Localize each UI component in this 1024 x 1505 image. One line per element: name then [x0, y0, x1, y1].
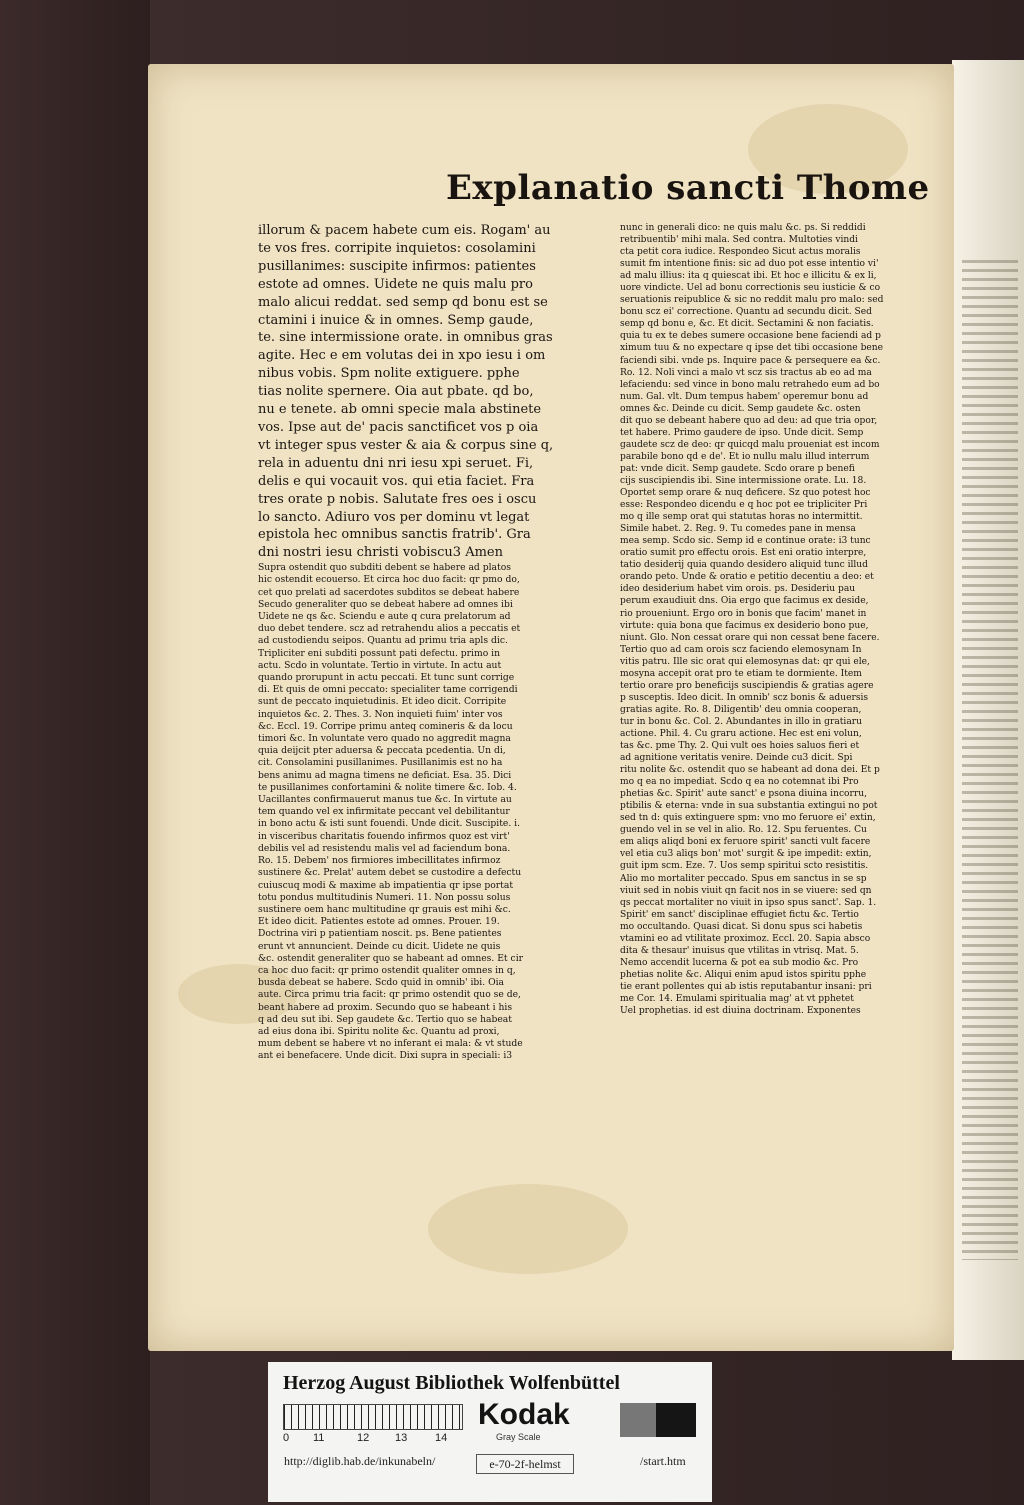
ruler-label: 12	[357, 1432, 370, 1444]
commentary-line: em aliqs aliqd boni ex feruore spirit' sancti vult facere	[620, 837, 871, 848]
commentary-line: vel etia cu3 aliqs bon' mot' surgit & ipe impedit: extin,	[620, 849, 872, 860]
commentary-line: actu. Scdo in voluntate. Tertio in virtute. In actu aut	[258, 659, 502, 671]
commentary-line: di. Et quis de omni peccato: specialiter tame corrigendi	[258, 684, 518, 696]
commentary-line: tertio orare pro beneficijs suscipiendis & gratias agere	[620, 680, 874, 691]
commentary-line: in visceribus charitatis fouendo infirmos quoz est virt'	[258, 830, 510, 842]
commentary-line: hic ostendit ecouerso. Et circa hoc duo facit: qr pmo do,	[258, 574, 520, 586]
commentary-line: &c. ostendit generaliter quo se habeant ad omnes. Et cir	[258, 952, 524, 964]
commentary-line: Nemo accendit lucerna & pot ea sub modio &c. Pro	[620, 957, 859, 968]
commentary-line: cet quo prelati ad sacerdotes subditos se debeat habere	[258, 586, 520, 598]
commentary-line: vtamini eo ad vtilitate proximoz. Eccl. 20. Sapia absco	[620, 933, 871, 944]
commentary-line: sed tn d: quis extinguere spm: vno mo feruore ei' extin,	[620, 813, 876, 824]
scripture-line: delis e qui vocauit vos. qui etia faciet. Fra	[258, 473, 535, 489]
scripture-line: tres orate p nobis. Salutate fres oes i oscu	[258, 491, 537, 507]
commentary-line: rio proueniunt. Ergo oro in bonis que facim' manet in	[620, 608, 867, 619]
scripture-line: estote ad omnes. Uidete ne quis malu pro	[258, 276, 533, 292]
commentary-line: bonu scz ei' correctione. Quantu ad secundu dicit. Sed	[620, 307, 872, 318]
scripture-line: malo alicui reddat. sed semp qd bonu est se	[258, 294, 548, 310]
scripture-line: vos. Ipse aut de' pacis sanctificet vos p oia	[258, 419, 539, 435]
commentary-line: mosyna accepit orat pro te etiam te dormiente. Item	[620, 668, 862, 679]
ruler-label: 11	[313, 1432, 325, 1444]
commentary-line: aute. Circa primu tria facit: qr primo ostendit quo se de,	[258, 989, 521, 1001]
commentary-line: &c. Eccl. 19. Corripe primu anteq comineris & da locu	[258, 720, 513, 732]
commentary-line: Tertio quo ad cam orois scz faciendo elemosynam In	[620, 644, 862, 655]
neighbor-page	[952, 60, 1024, 1360]
ruler-label: 0	[283, 1432, 290, 1444]
scripture-line: te. sine intermissione orate. in omnibus gras	[258, 330, 553, 346]
commentary-line: mo q ea no impediat. Scdo q ea no cotemnat ibi Pro	[620, 777, 859, 788]
commentary-line: omnes &c. Deinde cu dicit. Semp gaudete &c. osten	[620, 403, 861, 414]
scripture-line: te vos fres. corripite inquietos: cosolamini	[258, 240, 536, 256]
commentary-line: Alio mo mortaliter peccado. Spus em sanctus in se sp	[620, 873, 867, 884]
library-url: http://diglib.hab.de/inkunabeln/	[284, 1454, 436, 1468]
commentary-line: Uacillantes confirmauerut manus tue &c. In virtute au	[258, 794, 512, 806]
commentary-line: ad malu illius: ita q quiescat ibi. Et hoc e illicitu & ex li,	[620, 271, 877, 282]
commentary-line: sustinere &c. Prelat' autem debet se custodire a defectu	[258, 867, 522, 879]
commentary-line: me Cor. 14. Emulami spiritualia mag' at vt pphetet	[620, 994, 854, 1004]
left-dark-margin	[0, 0, 150, 1505]
commentary-line: Uidete ne qs &c. Sciendu e aute q cura prelatorum ad	[258, 611, 511, 623]
neighbor-page-text-lines	[962, 260, 1018, 1260]
commentary-line: sustinere oem hanc multitudine qr grauis est mihi &c.	[258, 903, 511, 915]
commentary-line: Tripliciter eni subditi possunt pati defectu. primo in	[258, 647, 501, 659]
commentary-line: mo occultando. Quasi dicat. Si donu spus sci habetis	[620, 921, 863, 932]
commentary-line: faciendi sibi. vnde ps. Inquire pace & persequere ea &c.	[620, 355, 881, 366]
commentary-line: actione. Phil. 4. Cu graru actione. Hec est eni volun,	[620, 728, 862, 739]
commentary-line: ritu nolite &c. ostendit quo se habeant ad dona dei. Et p	[620, 765, 880, 776]
running-title: Explanatio sancti Thome	[446, 168, 930, 208]
commentary-line: cta petit cora iudice. Respondeo Sicut actus moralis	[620, 247, 861, 258]
commentary-line: perum exaudiuit dns. Oia ergo que facimus ex deside,	[620, 596, 869, 607]
commentary-line: tas &c. pme Thy. 2. Qui vult oes hoies saluos fieri et	[620, 741, 860, 752]
commentary-line: quia deijcit pter aduersa & peccata pcedentia. Un di,	[258, 745, 506, 757]
black-patch	[656, 1403, 696, 1437]
commentary-line: ant ei benefacere. Unde dicit. Dixi supra in speciali: i3	[258, 1050, 513, 1062]
commentary-line: tet habere. Primo gaudere de ipso. Unde dicit. Semp	[620, 427, 864, 438]
shelfmark: e-70-2f-helmst	[476, 1454, 574, 1474]
commentary-line: qs peccat mortaliter no viuit in ipso spus sanct'. Sap. 1.	[620, 897, 877, 908]
commentary-line: sumit fm intentione finis: sic ad duo pot esse intentio vi'	[620, 259, 879, 270]
institution-name: Herzog August Bibliothek Wolfenbüttel	[283, 1372, 620, 1394]
commentary-line: cuiuscuq modi & maxime ab impatientia qr ipse portat	[258, 879, 514, 891]
commentary-line: gratias agite. Ro. 8. Diligentib' deu omnia cooperan,	[620, 704, 862, 715]
commentary-line: ca hoc duo facit: qr primo ostendit qualiter omnes in q,	[258, 964, 516, 976]
commentary-line: gaudete scz de deo: qr quicqd malu proueniat est incom	[620, 439, 880, 450]
commentary-line: ad custodiendu seipos. Quantu ad primu tria apls dic.	[258, 635, 508, 647]
commentary-line: Supra ostendit quo subditi debent se habere ad platos	[258, 562, 511, 574]
commentary-line: beant habere ad proxim. Secundo quo se habeant i his	[258, 1001, 513, 1013]
commentary-line: mum debent se habere vt no inferant ei mala: & vt stude	[258, 1038, 523, 1050]
commentary-line: ideo desiderium habet vim orois. ps. Desideriu pau	[620, 584, 856, 595]
commentary-line: busda debeat se habere. Scdo quid in omnib' ibi. Oia	[258, 977, 505, 989]
scripture-line: pusillanimes: suscipite infirmos: patientes	[258, 258, 536, 274]
commentary-line: Uel prophetias. id est diuina doctrinam. Exponentes	[620, 1006, 861, 1017]
commentary-line: Secudo generaliter quo se debeat habere ad omnes ibi	[258, 598, 513, 610]
commentary-line: Doctrina viri p patientiam noscit. ps. Bene patientes	[258, 928, 502, 940]
commentary-line: virtute: quia bona que facimus ex desiderio bono pue,	[620, 620, 869, 631]
scripture-line: tias nolite spernere. Oia aut pbate. qd bo,	[258, 384, 534, 400]
scripture-line: vt integer spus vester & aia & corpus sine q,	[258, 437, 554, 453]
commentary-line: sunt de peccato inquietudinis. Et ideo dicit. Corripite	[258, 696, 507, 708]
commentary-line: nunc in generali dico: ne quis malu &c. ps. Si reddidi	[620, 223, 866, 233]
scale-ruler	[283, 1404, 463, 1430]
commentary-line: tur in bonu &c. Col. 2. Abundantes in illo in gratiaru	[620, 716, 862, 727]
commentary-line: guendo vel in se vel in alio. Ro. 12. Spu feruentes. Cu	[620, 825, 867, 836]
commentary-line: seruationis reipublice & sic no reddit malu pro malo: sed	[620, 295, 884, 306]
commentary-line: Ro. 12. Noli vinci a malo vt scz sis tractus ab eo ad ma	[620, 367, 872, 378]
commentary-line: tatio desiderij quia quando desidero aliquid tunc illud	[620, 560, 868, 571]
commentary-line: ximum tuu & no expectare q ipse det tibi occasione bene	[620, 343, 884, 354]
commentary-line: parabile bono qd e de'. Et io nullu malu illud interrum	[620, 451, 870, 462]
gray-scale-label: Gray Scale	[496, 1432, 541, 1442]
gray-patch	[620, 1403, 656, 1437]
ruler-label: 14	[435, 1432, 448, 1444]
commentary-line: Ro. 15. Debem' nos firmiores imbecillitates infirmoz	[258, 855, 501, 867]
commentary-line: esse: Respondeo dicendu e q hoc pot ee tripliciter Pri	[620, 500, 868, 511]
commentary-line: uore vindicte. Uel ad bonu correctionis seu iusticie & co	[620, 283, 881, 294]
ruler-label: 13	[395, 1432, 408, 1444]
commentary-line: ad agnitione veritatis venire. Deinde cu3 dicit. Spi	[620, 753, 853, 764]
scripture-line: lo sancto. Adiuro vos per dominu vt legat	[258, 509, 530, 525]
commentary-line: pat: vnde dicit. Semp gaudete. Scdo orare p benefi	[620, 463, 855, 474]
commentary-line: semp qd bonu e, &c. Et dicit. Sectamini & non faciatis.	[620, 319, 874, 330]
commentary-line: guit ipm scm. Eze. 7. Uos semp spiritui scto resistitis.	[620, 861, 869, 872]
scripture-line: epistola hec omnibus sanctis fratrib'. Gra	[258, 527, 531, 543]
commentary-line: tem quando vel ex infirmitate peccant vel debilitantur	[258, 806, 510, 818]
commentary-line: q ad deu sut ibi. Sep gaudete &c. Tertio quo se habeat	[258, 1013, 512, 1025]
commentary-line: erunt vt annuncient. Deinde cu dicit. Uidete ne quis	[258, 940, 501, 952]
commentary-line: duo debet tendere. scz ad retrahendu alios a peccatis et	[258, 623, 521, 635]
commentary-line: ad eius dona ibi. Spiritu nolite &c. Quantu ad proxi,	[258, 1025, 500, 1037]
commentary-line: quando prorupunt in actu peccati. Et tunc sunt corrige	[258, 672, 515, 684]
commentary-line: timori &c. In voluntate vero quado no aggredit magna	[258, 733, 511, 745]
commentary-line: Simile habet. 2. Reg. 9. Tu comedes pane in mensa	[620, 524, 856, 535]
commentary-line: num. Gal. vlt. Dum tempus habem' operemur bonu ad	[620, 391, 869, 402]
scripture-line: dni nostri iesu christi vobiscu3 Amen	[258, 545, 503, 561]
commentary-line: p susceptis. Ideo dicit. In omnib' scz bonis & aduersis	[620, 692, 869, 703]
commentary-line: Spirit' em sanct' disciplinae effugiet fictu &c. Tertio	[620, 909, 859, 920]
commentary-line: ptibilis & eterna: vnde in sua substantia extingui no pot	[620, 801, 878, 812]
commentary-line: mo q ille semp orat qui statutas horas no intermittit.	[620, 512, 863, 523]
scripture-line: nibus vobis. Spm nolite extiguere. pphe	[258, 366, 520, 382]
commentary-line: dita & thesaur' inuisus que vtilitas in vtrisq. Mat. 5.	[620, 945, 859, 956]
commentary-line: in bono actu & isti sunt fouendi. Unde dicit. Suscipite. i.	[258, 818, 521, 830]
commentary-line: bens animu ad magna timens ne deficiat. Esa. 35. Dici	[258, 769, 512, 781]
commentary-line: orando peto. Unde & oratio e petitio decentiu a deo: et	[620, 572, 874, 583]
start-file: /start.htm	[640, 1454, 686, 1468]
commentary-line: mea semp. Scdo sic. Semp id e continue orate: i3 tunc	[620, 536, 871, 547]
commentary-line: debilis vel ad resistendu malis vel ad faciendum bona.	[258, 842, 511, 854]
commentary-line: niunt. Glo. Non cessat orare qui non cessat bene facere.	[620, 632, 880, 643]
scripture-line: ctamini i inuice & in omnes. Semp gaude,	[258, 312, 534, 328]
scripture-line: rela in aduentu dni nri iesu xpi seruet. Fi,	[258, 455, 534, 471]
commentary-line: Oportet semp orare & nuq deficere. Sz quo potest hoc	[620, 488, 871, 499]
commentary-line: lefaciendu: sed vince in bono malu retrahedo eum ad bo	[620, 379, 880, 390]
commentary-line: quia tu ex te debes sumere occasione bene faciendi ad p	[620, 331, 881, 342]
commentary-line: tie erant pollentes qui ab istis reputabantur insani: pri	[620, 981, 872, 992]
scripture-line: illorum & pacem habete cum eis. Rogam' au	[258, 223, 551, 238]
kodak-logo: Kodak	[478, 1398, 570, 1431]
commentary-line: dit quo se debeant habere quo ad deu: ad que tria opor,	[620, 415, 878, 426]
commentary-line: te pusillanimes confortamini & nolite timere &c. Iob. 4.	[258, 781, 517, 793]
scripture-line: agite. Hec e em volutas dei in xpo iesu i om	[258, 348, 546, 364]
left-column	[258, 222, 598, 1063]
commentary-line: vitis patru. Ille sic orat qui elemosynas dat: qr qui ele,	[620, 656, 870, 667]
commentary-line: inquietos &c. 2. Thes. 3. Non inquieti fuim' inter vos	[258, 708, 503, 720]
commentary-line: cit. Consolamini pusillanimes. Pusillanimis est no ha	[258, 757, 503, 769]
scripture-line: nu e tenete. ab omni specie mala abstinete	[258, 402, 542, 418]
commentary-line: Et ideo dicit. Patientes estote ad omnes. Prouer. 19.	[258, 916, 500, 928]
commentary-line: phetias nolite &c. Aliqui enim apud istos spiritu pphe	[620, 969, 867, 980]
commentary-line: phetias &c. Spirit' aute sanct' e psona diuina incorru,	[620, 789, 867, 800]
commentary-line: cijs suscipiendis ibi. Sine intermissione orate. Lu. 18.	[620, 475, 867, 486]
commentary-line: viuit sed in nobis viuit qn facit nos in se viuere: sed qn	[620, 885, 872, 896]
commentary-line: retribuentib' mihi mala. Sed contra. Multoties vindi	[620, 235, 858, 246]
commentary-line: totu pondus multitudinis Numeri. 11. Non possu solus	[258, 891, 511, 903]
commentary-line: oratio sumit pro effectu orois. Est eni oratio interpre,	[620, 548, 867, 559]
right-column	[620, 222, 944, 1017]
